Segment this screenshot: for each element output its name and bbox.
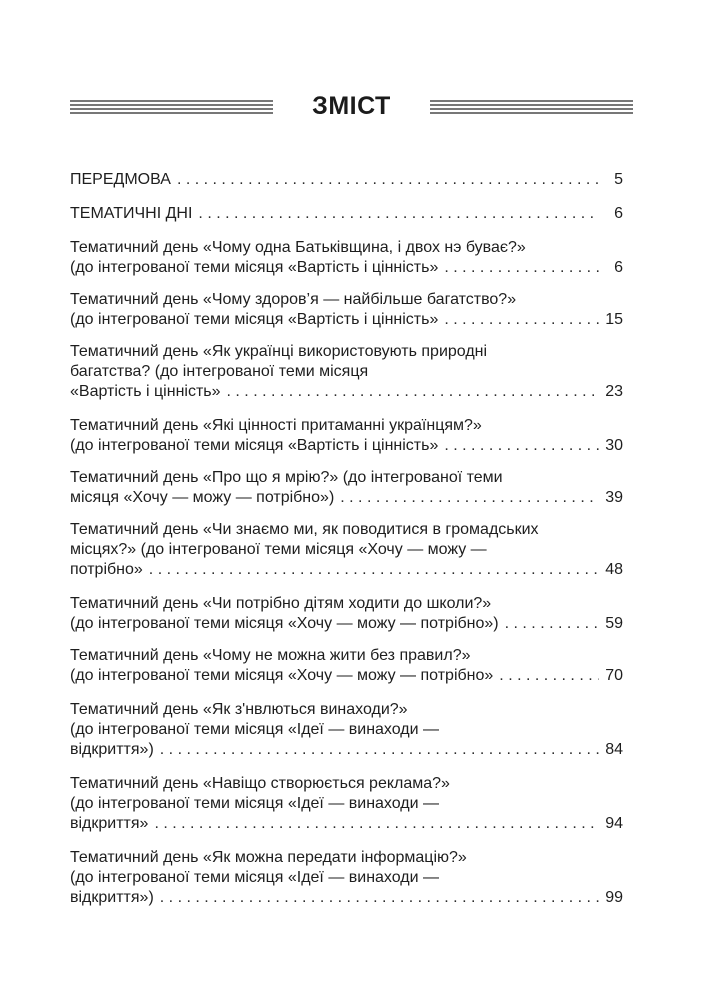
page-number: 15	[605, 311, 623, 328]
decorative-rule-right	[430, 100, 633, 114]
toc-entry-line: відкриття»	[70, 815, 149, 832]
page-title: ЗМІСТ	[312, 92, 391, 120]
dot-leader	[198, 204, 599, 224]
page-number: 6	[614, 259, 623, 276]
dot-leader	[444, 310, 599, 330]
toc-entry-line: Тематичний день «Чому не можна жити без правил?»	[70, 647, 471, 664]
toc-entry	[70, 646, 623, 686]
toc-entry	[70, 290, 623, 330]
toc-entry-line: Тематичний день «Як з'нвлються винаходи?»	[70, 701, 408, 718]
page-number: 94	[605, 815, 623, 832]
dot-leader	[505, 614, 599, 634]
toc-entry-line: Тематичний день «Чому здоров’я — найбільше багатство?»	[70, 291, 517, 308]
toc-entry-line: місцях?» (до інтегрованої теми місяця «Хочу — можу —	[70, 541, 487, 558]
toc-entry-line: ТЕМАТИЧНІ ДНІ	[70, 205, 193, 222]
page-number: 59	[605, 615, 623, 632]
toc-entry-lastline	[70, 488, 623, 508]
page-number: 23	[605, 383, 623, 400]
page-number: 6	[614, 205, 623, 222]
page-number: 5	[614, 171, 623, 188]
toc-entry-lastline	[70, 740, 623, 760]
page-number: 30	[605, 437, 623, 454]
toc-entry-lastline	[70, 310, 623, 330]
toc-entry	[70, 700, 623, 760]
toc-entry-line: ПЕРЕДМОВА	[70, 171, 171, 188]
page-number: 99	[605, 889, 623, 906]
toc-entry-line: Тематичний день «Про що я мрію?» (до інтегрованої теми	[70, 469, 503, 486]
page-number: 84	[605, 741, 623, 758]
toc-entry	[70, 170, 623, 190]
toc-entry-line: (до інтегрованої теми місяця «Вартість і цінність»	[70, 311, 439, 328]
toc-entry	[70, 594, 623, 634]
toc-entry	[70, 468, 623, 508]
toc-entry	[70, 848, 623, 908]
dot-leader	[177, 170, 599, 190]
toc-entry-line: (до інтегрованої теми місяця «Ідеї — винаходи —	[70, 795, 440, 812]
dot-leader	[444, 258, 599, 278]
toc-entry-lastline	[70, 560, 623, 580]
dot-leader	[154, 814, 599, 834]
toc-header	[70, 92, 633, 132]
toc-entry-line: (до інтегрованої теми місяця «Ідеї — винаходи —	[70, 869, 440, 886]
dot-leader	[340, 488, 599, 508]
toc-entry-line: Тематичний день «Чи знаємо ми, як поводитися в громадських	[70, 521, 539, 538]
page-number: 70	[605, 667, 623, 684]
toc-entry-line: (до інтегрованої теми місяця «Вартість і цінність»	[70, 437, 439, 454]
toc-entry-line: місяця «Хочу — можу — потрібно»)	[70, 489, 335, 506]
toc-entry-line: «Вартість і цінність»	[70, 383, 221, 400]
toc-entry-line: (до інтегрованої теми місяця «Хочу — можу — потрібно»)	[70, 615, 499, 632]
dot-leader	[227, 382, 599, 402]
toc-entry-lastline	[70, 814, 623, 834]
toc-entry-lastline	[70, 382, 623, 402]
toc-entry-line: Тематичний день «Які цінності притаманні українцям?»	[70, 417, 482, 434]
toc-entry-line: потрібно»	[70, 561, 143, 578]
toc-entry-line: Тематичний день «Чому одна Батьківщина, і двох нэ буває?»	[70, 239, 526, 256]
toc-entry-line: відкриття»)	[70, 741, 154, 758]
dot-leader	[444, 436, 599, 456]
toc-entry-line: відкриття»)	[70, 889, 154, 906]
toc-entry-line: Тематичний день «Як можна передати інформацію?»	[70, 849, 467, 866]
toc-entry-lastline	[70, 204, 623, 224]
toc-entry-line: (до інтегрованої теми місяця «Вартість і цінність»	[70, 259, 439, 276]
toc-entry-lastline	[70, 170, 623, 190]
dot-leader	[499, 666, 599, 686]
page-number: 48	[605, 561, 623, 578]
toc-entry-line: (до інтегрованої теми місяця «Хочу — можу — потрібно»	[70, 667, 494, 684]
toc-entry	[70, 416, 623, 456]
toc-entry	[70, 520, 623, 580]
toc-entry	[70, 238, 623, 278]
toc-entry-line: багатства? (до інтегрованої теми місяця	[70, 363, 369, 380]
toc-entry	[70, 204, 623, 224]
toc-entry-line: Тематичний день «Навіщо створюється реклама?»	[70, 775, 450, 792]
toc-entry	[70, 342, 623, 402]
toc-entry-lastline	[70, 614, 623, 634]
dot-leader	[160, 888, 599, 908]
toc-entry-lastline	[70, 888, 623, 908]
page-number: 39	[605, 489, 623, 506]
toc-entry-lastline	[70, 436, 623, 456]
toc-entry-line: (до інтегрованої теми місяця «Ідеї — винаходи —	[70, 721, 440, 738]
toc-entry-line: Тематичний день «Чи потрібно дітям ходити до школи?»	[70, 595, 492, 612]
toc-entry-lastline	[70, 666, 623, 686]
toc-entry-line: Тематичний день «Як українці використовують природні	[70, 343, 488, 360]
toc-entry-lastline	[70, 258, 623, 278]
dot-leader	[149, 560, 599, 580]
dot-leader	[160, 740, 599, 760]
toc-entry	[70, 774, 623, 834]
